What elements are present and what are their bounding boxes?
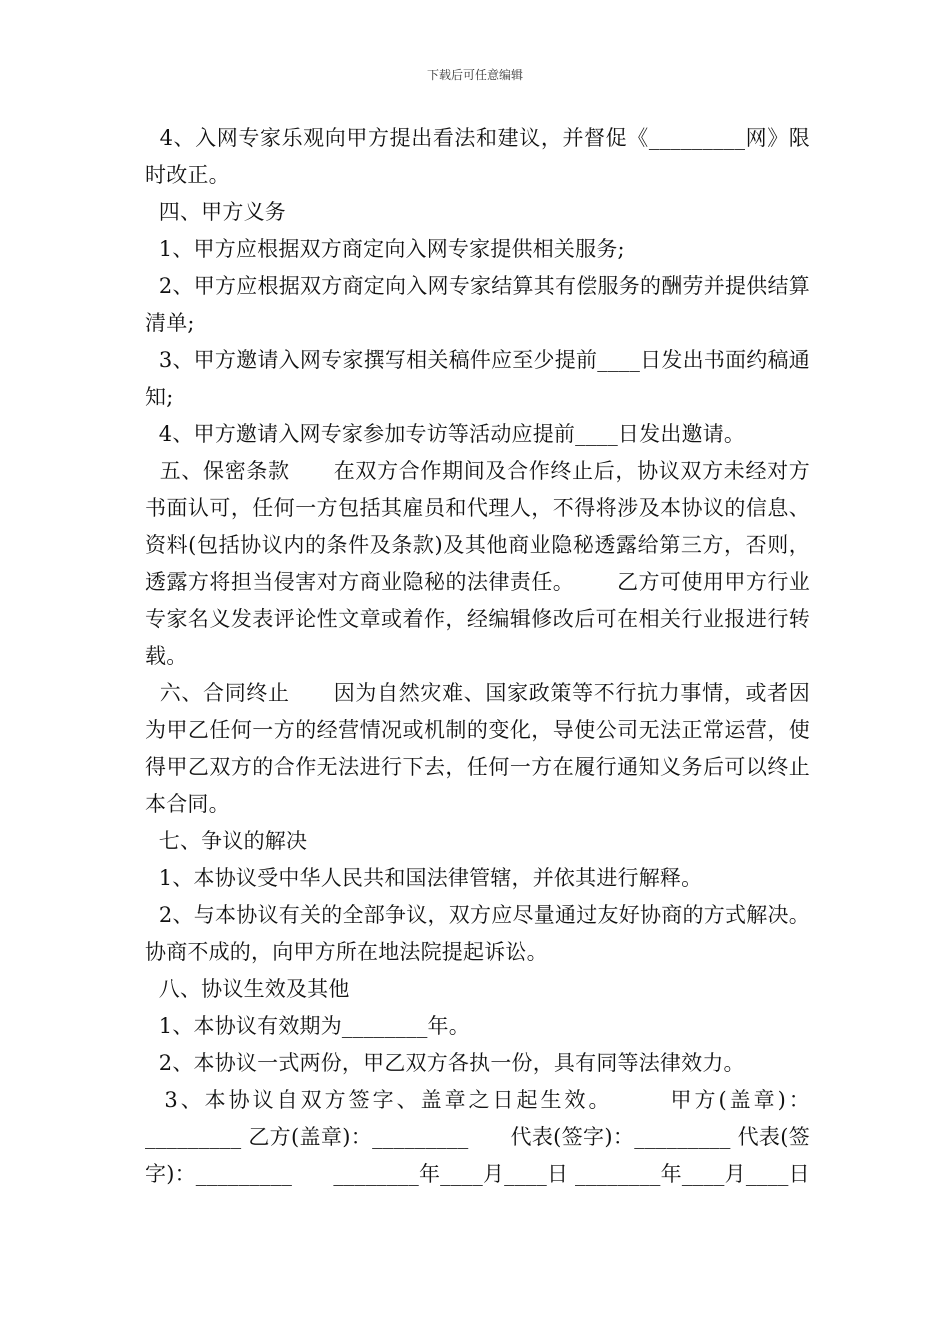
clause-7-1-paragraph: 1、本协议受中华人民共和国法律管辖，并依其进行解释。 xyxy=(145,866,703,890)
document-body xyxy=(145,120,810,1193)
clause-7-2-paragraph: 2、与本协议有关的全部争议，双方应尽量通过友好协商的方式解决。协商不成的，向甲方所在地法院提起诉讼。 xyxy=(145,903,810,964)
section-4-heading: 四、甲方义务 xyxy=(145,200,286,224)
section-8-heading: 八、协议生效及其他 xyxy=(145,977,350,1001)
section-6-termination-paragraph: 六、合同终止 因为自然灾难、国家政策等不行抗力事情，或者因为甲乙任何一方的经营情况或机制的变化，导使公司无法正常运营，使得甲乙双方的合作无法进行下去，任何一方在履行通知义务后可以终止本合同。 xyxy=(145,681,810,816)
clause-8-1-paragraph: 1、本协议有效期为________年。 xyxy=(145,1014,470,1038)
page-header: 下载后可任意编辑 xyxy=(426,68,523,82)
clause-4-1-paragraph: 1、甲方应根据双方商定向入网专家提供相关服务; xyxy=(145,237,625,261)
section-7-heading: 七、争议的解决 xyxy=(145,829,308,853)
clause-4-4-paragraph: 4、甲方邀请入网专家参加专访等活动应提前____日发出邀请。 xyxy=(145,422,746,446)
clause-8-2-paragraph: 2、本协议一式两份，甲乙双方各执一份，具有同等法律效力。 xyxy=(145,1051,745,1075)
clause-4-2-paragraph: 2、甲方应根据双方商定向入网专家结算其有偿服务的酬劳并提供结算清单; xyxy=(145,274,810,335)
clause-4-3-paragraph: 3、甲方邀请入网专家撰写相关稿件应至少提前____日发出书面约稿通知; xyxy=(145,348,810,409)
clause-8-3-signature-paragraph: 3、本协议自双方签字、盖章之日起生效。 甲方(盖章)：_________ 乙方(盖章)：_________ 代表(签字)：_________ 代表(签字)：_________ ________年____月____日 ________年____月____日 xyxy=(145,1088,810,1186)
clause-3-4-paragraph: 4、入网专家乐观向甲方提出看法和建议，并督促《_________网》限时改正。 xyxy=(145,126,810,187)
section-5-confidentiality-paragraph: 五、保密条款 在双方合作期间及合作终止后，协议双方未经对方书面认可，任何一方包括其雇员和代理人，不得将涉及本协议的信息、资料(包括协议内的条件及条款)及其他商业隐秘透露给第三方，否则，透露方将担当侵害对方商业隐秘的法律责任。 乙方可使用甲方行业专家名义发表评论性文章或着作，经编辑修改后可在相关行业报进行转载。 xyxy=(145,459,810,668)
